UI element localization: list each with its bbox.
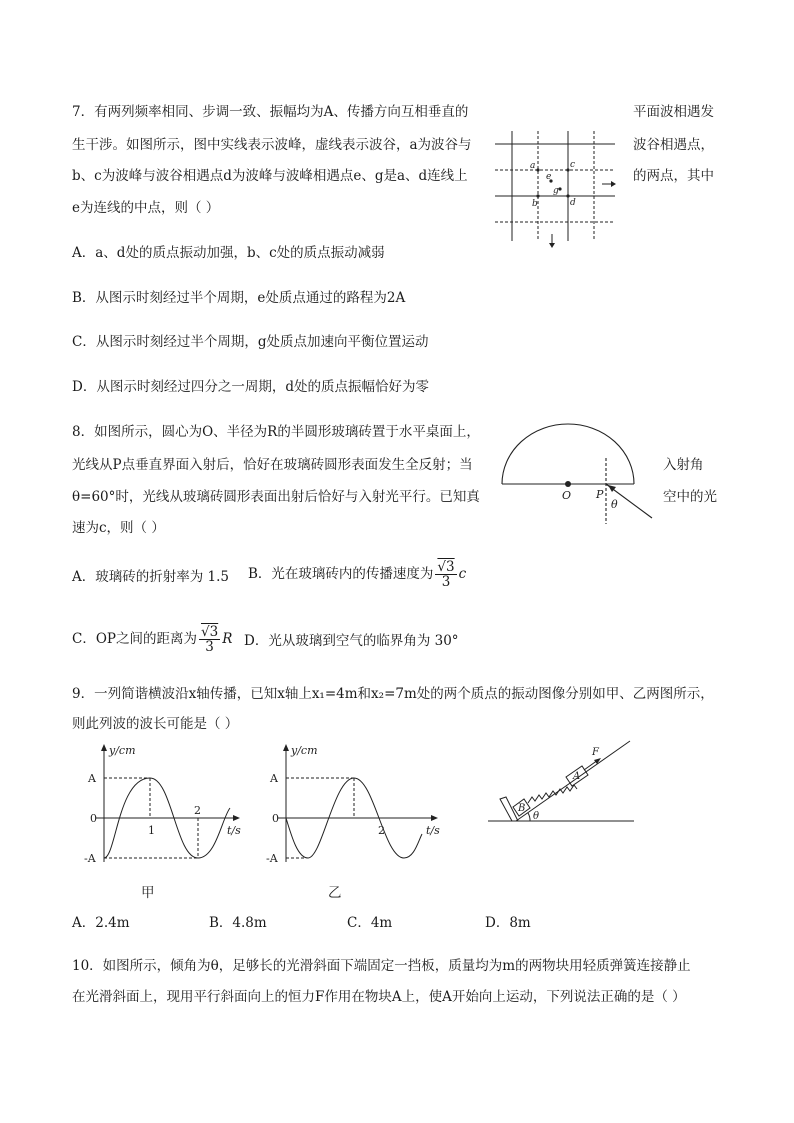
q7-line1: 7．有两列频率相同、步调一致、振幅均为A、传播方向互相垂直的 <box>72 104 469 120</box>
q8-option-a-text: A．玻璃砖的折射率为 1.5 <box>72 569 230 585</box>
q9-option-d: D．8m <box>485 915 531 931</box>
q8-option-c-text: C．OP之间的距离为 <box>72 631 197 647</box>
q8-option-b-numerator: √3 <box>437 559 455 575</box>
q8-option-b-denominator: 3 <box>441 574 451 590</box>
q8-option-b <box>248 560 466 589</box>
q9-graph-yi <box>266 742 446 892</box>
q9-jia-A: A <box>88 772 96 785</box>
q9-yi-caption: 乙 <box>328 885 342 901</box>
q8-option-b-unit: c <box>458 566 467 582</box>
q7-line2: 生干涉。如图所示，图中实线表示波峰，虚线表示波谷，a为波谷与 <box>72 137 472 153</box>
q9-jia-negA: -A <box>84 852 96 865</box>
q8-line2: 光线从P点垂直界面入射后，恰好在玻璃砖圆形表面发生全反射；当 <box>72 457 473 473</box>
q7-interference-figure <box>490 126 620 248</box>
q7-line3-right: 的两点，其中 <box>633 168 714 184</box>
q10-label-f: F <box>592 747 599 758</box>
q7-line1-right: 平面波相遇发 <box>633 104 714 120</box>
q7-option-d: D．从图示时刻经过四分之一周期，d处的质点振幅恰好为零 <box>72 379 429 395</box>
q8-option-c-fraction <box>199 625 220 654</box>
q7-label-c: c <box>570 160 576 170</box>
q8-option-b-text: B．光在玻璃砖内的传播速度为 <box>248 566 434 582</box>
q9-line1: 9．一列简谐横波沿x轴传播，已知x轴上x₁=4m和x₂=7m处的两个质点的振动图像分别如甲、乙两图所示， <box>72 686 714 702</box>
q8-line3-right: 空中的光 <box>663 489 717 505</box>
q9-jia-t1: 1 <box>148 824 155 837</box>
q7-option-a: A．a、d处的质点振动加强，b、c处的质点振动减弱 <box>72 245 385 261</box>
q8-label-p: P <box>596 488 604 501</box>
q10-line1: 10．如图所示，倾角为θ，足够长的光滑斜面下端固定一挡板，质量均为m的两物块用轻质弹簧连接静止 <box>72 958 691 974</box>
q7-line2-right: 波谷相遇点， <box>633 137 714 153</box>
q8-option-c-denominator: 3 <box>205 639 214 655</box>
q9-yi-A: A <box>270 772 278 785</box>
q9-yi-xlabel: t/s <box>426 824 440 837</box>
q7-label-e: e <box>546 172 552 182</box>
q9-jia-t2: 2 <box>194 804 201 817</box>
q8-line2-right: 入射角 <box>663 457 704 473</box>
q8-option-c <box>72 625 232 654</box>
q9-yi-ylabel: y/cm <box>291 744 318 757</box>
q9-option-b: B．4.8m <box>209 915 267 931</box>
q7-label-d: d <box>570 198 576 208</box>
q8-option-c-unit: R <box>222 631 233 647</box>
q10-label-theta: θ <box>533 811 540 822</box>
q8-option-c-numerator: √3 <box>200 624 219 640</box>
q8-line1: 8．如图所示，圆心为O、半径为R的半圆形玻璃砖置于水平桌面上， <box>72 424 480 440</box>
q7-line4: e为连线的中点，则（ ） <box>72 200 220 216</box>
q7-label-b: b <box>532 199 538 209</box>
q10-line2: 在光滑斜面上，现用平行斜面向上的恒力F作用在物块A上，使A开始向上运动，下列说法正确的是（ ） <box>72 989 686 1005</box>
q10-label-b: B <box>518 803 526 814</box>
q8-line3: θ=60°时，光线从玻璃砖圆形表面出射后恰好与入射光平行。已知真 <box>72 489 480 505</box>
q9-jia-zero: 0 <box>90 812 97 825</box>
q10-incline-figure <box>488 737 634 829</box>
q9-jia-xlabel: t/s <box>227 824 241 837</box>
q8-option-a <box>72 568 229 586</box>
q7-option-c: C．从图示时刻经过半个周期，g处质点加速向平衡位置运动 <box>72 334 429 350</box>
q7-line3: b、c为波峰与波谷相遇点d为波峰与波峰相遇点e、g是a、d连线上 <box>72 168 468 184</box>
q10-label-a: A <box>573 771 581 782</box>
q9-jia-caption: 甲 <box>141 885 155 901</box>
q7-label-a: a <box>530 161 536 171</box>
q9-yi-t2: 2 <box>378 824 385 837</box>
q10-spring <box>528 785 577 803</box>
q9-yi-zero: 0 <box>272 812 279 825</box>
q9-jia-ylabel: y/cm <box>109 744 136 757</box>
q8-label-o: O <box>562 489 572 502</box>
q7-label-g: g <box>553 186 559 196</box>
q8-label-theta: θ <box>611 498 618 511</box>
q8-glass-semicircle-figure <box>498 418 658 526</box>
q8-option-d: D．光从玻璃到空气的临界角为 30° <box>244 633 459 649</box>
q9-line2: 则此列波的波长可能是（ ） <box>72 716 239 732</box>
q9-graph-jia <box>76 742 248 892</box>
q9-option-a: A．2.4m <box>72 915 130 931</box>
q9-yi-negA: -A <box>266 852 278 865</box>
q7-option-b: B．从图示时刻经过半个周期，e处质点通过的路程为2A <box>72 290 406 306</box>
q8-line4: 速为c，则（ ） <box>72 520 165 536</box>
q9-option-c: C．4m <box>347 915 393 931</box>
q8-option-b-fraction <box>435 560 456 589</box>
